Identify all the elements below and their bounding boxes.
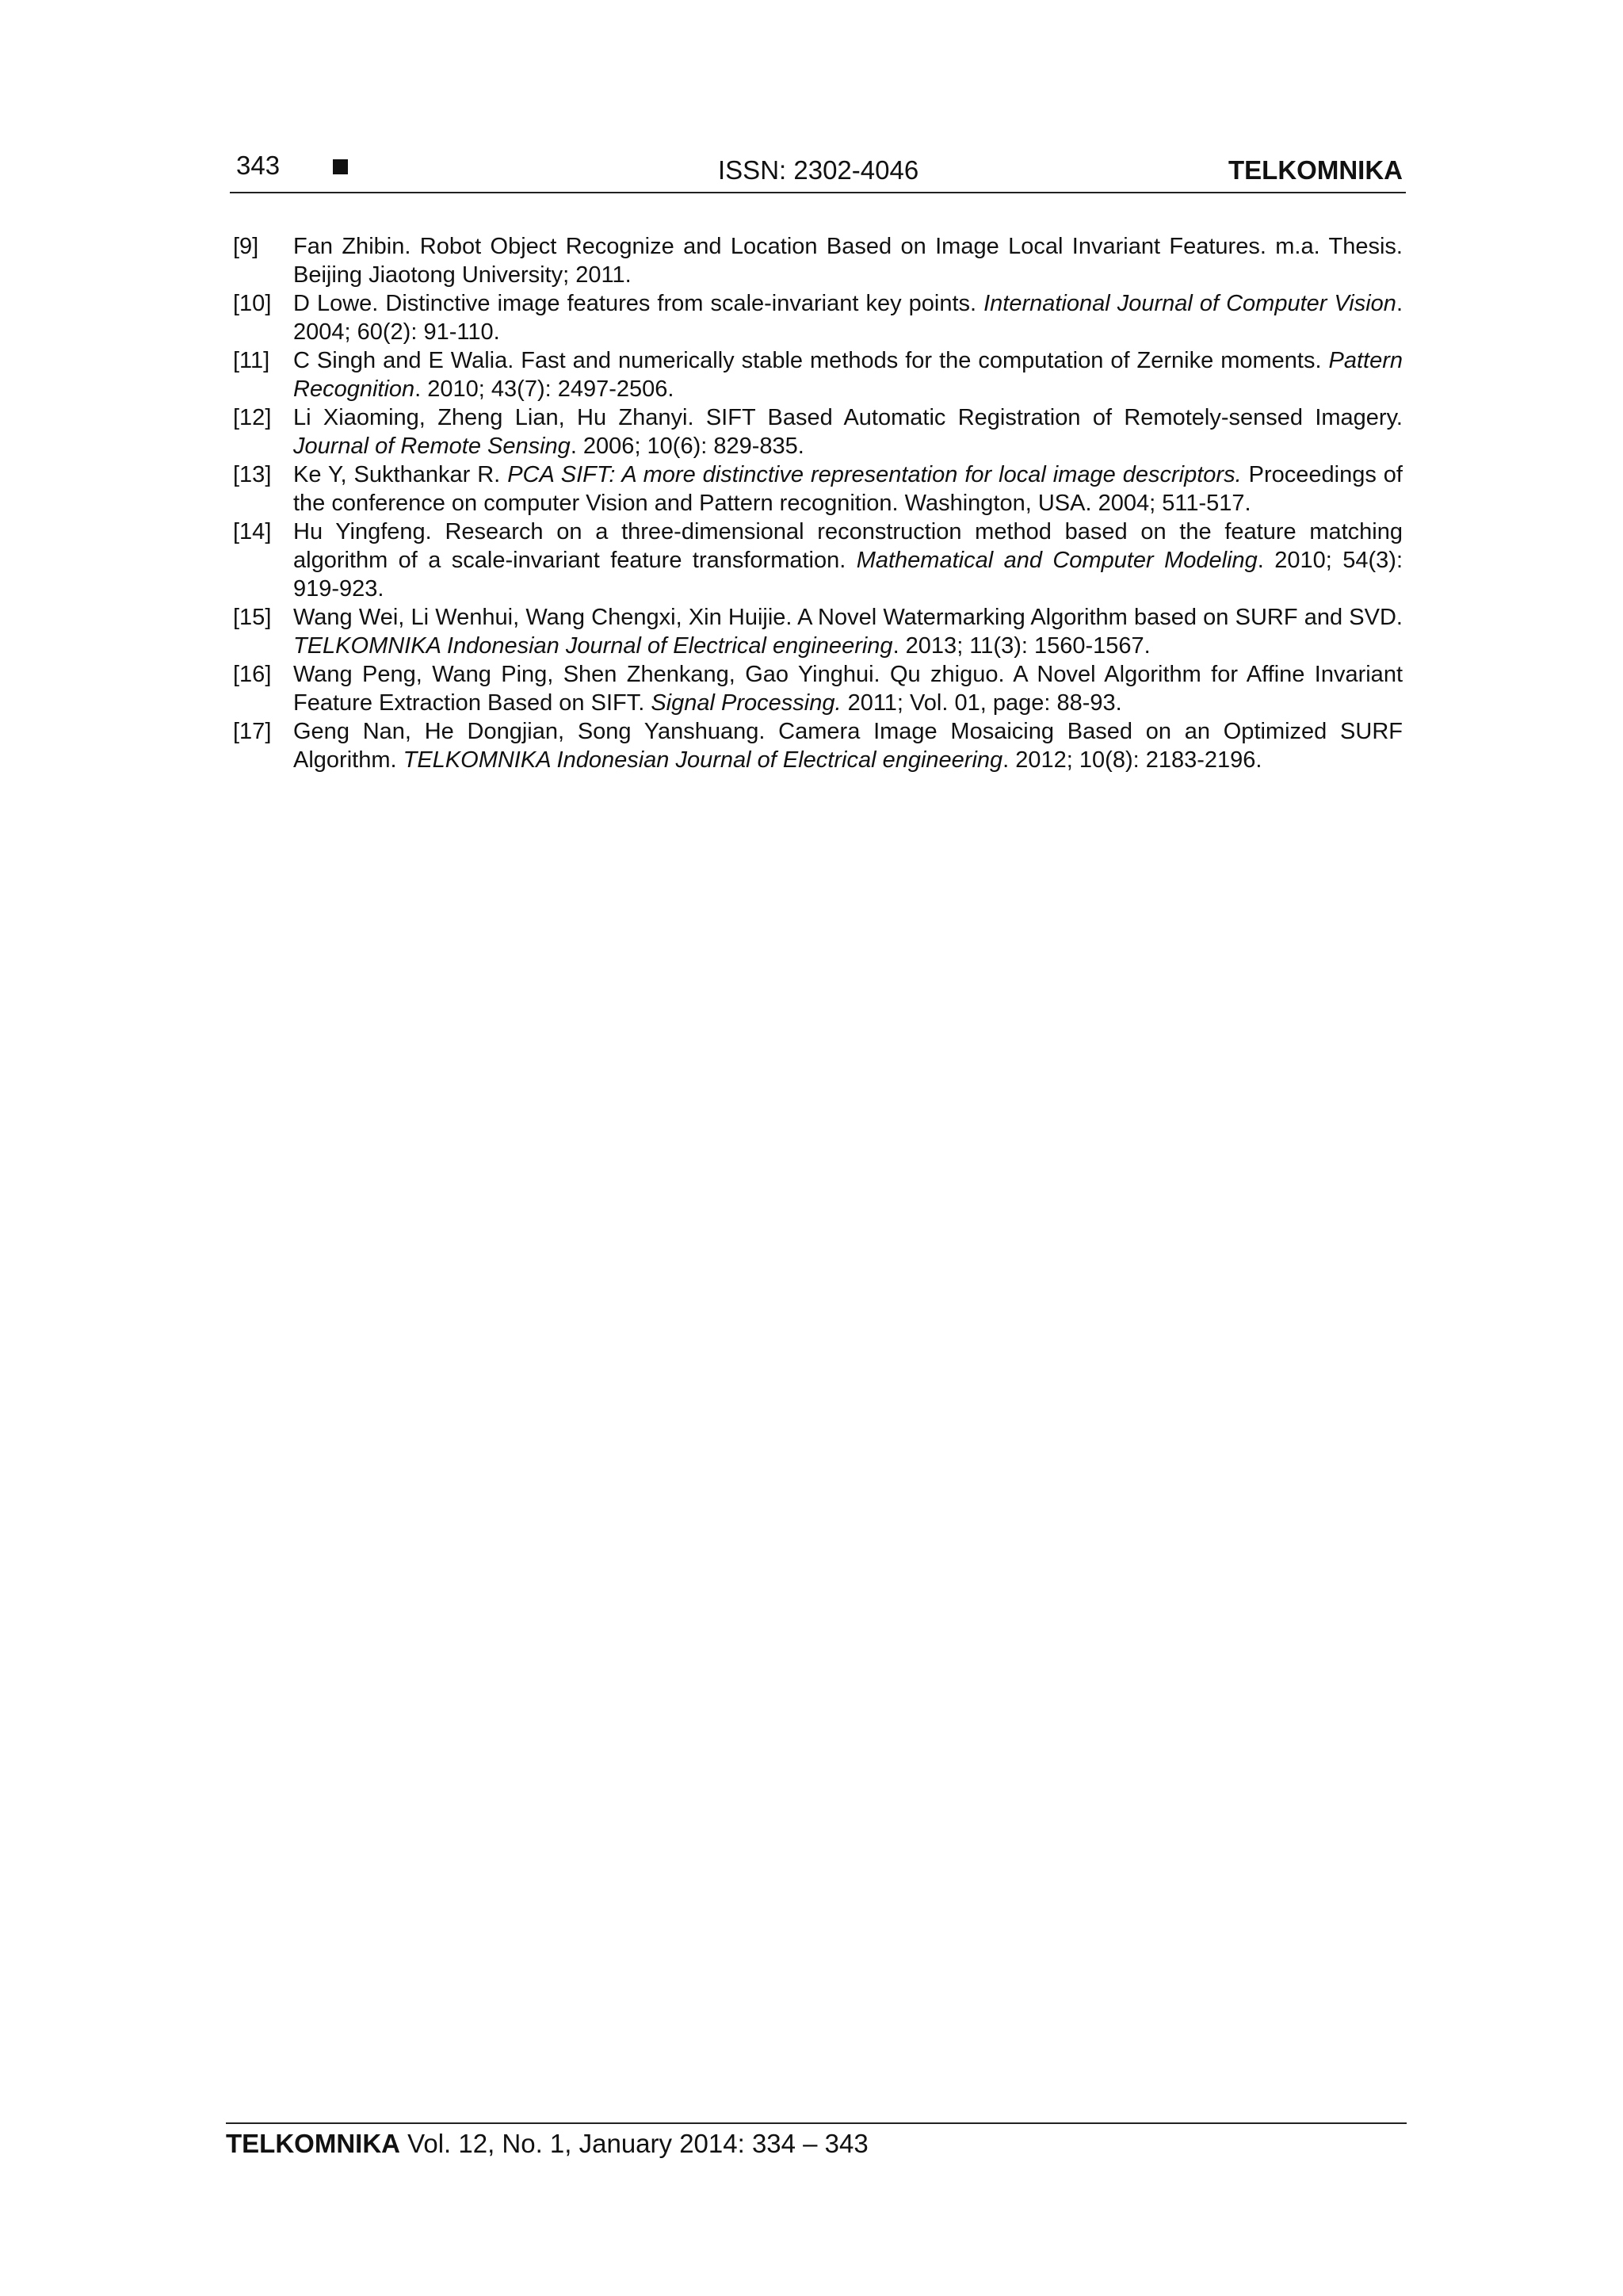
running-footer	[226, 2122, 1407, 2159]
reference-number: [17]	[233, 719, 272, 744]
reference-segment: . 2010; 54(3): 919-923.	[293, 548, 1403, 602]
reference-segment: . 2013; 11(3): 1560-1567.	[892, 633, 1151, 659]
reference-italic-segment: Journal of Remote Sensing	[293, 434, 571, 459]
reference-text	[293, 405, 1403, 459]
reference-text	[293, 291, 1403, 345]
reference-text	[293, 662, 1403, 716]
reference-segment: . 2010; 43(7): 2497-2506.	[414, 376, 674, 402]
reference-text	[293, 462, 1403, 516]
reference-number: [14]	[233, 519, 272, 544]
reference-number: [11]	[233, 348, 270, 373]
issn-label: ISSN: 2302-4046	[718, 155, 919, 185]
reference-italic-segment: Mathematical and Computer Modeling	[856, 548, 1258, 573]
square-bullet-icon	[333, 159, 348, 174]
reference-number: [13]	[233, 462, 272, 487]
reference-text	[293, 519, 1403, 602]
reference-segment: Proceedings of the conference on computer Vision and Pattern recognition. Washington, USA. 2004; 511-517.	[293, 462, 1403, 516]
reference-segment: Wang Wei, Li Wenhui, Wang Chengxi, Xin Huijie. A Novel Watermarking Algorithm based on SURF and SVD.	[293, 605, 1403, 630]
reference-number: [10]	[233, 291, 272, 316]
reference-segment: . 2012; 10(8): 2183-2196.	[1002, 747, 1262, 773]
reference-item	[233, 660, 1403, 717]
page-number: 343	[236, 151, 281, 180]
reference-text	[293, 348, 1403, 402]
reference-number: [9]	[233, 234, 259, 259]
reference-item	[233, 603, 1403, 660]
reference-segment: . 2006; 10(6): 829-835.	[570, 434, 804, 459]
reference-segment: Li Xiaoming, Zheng Lian, Hu Zhanyi. SIFT Based Automatic Registration of Remotely-sensed Imagery.	[293, 405, 1403, 430]
reference-italic-segment: International Journal of Computer Vision	[983, 291, 1396, 316]
reference-italic-segment: TELKOMNIKA Indonesian Journal of Electrical engineering	[293, 633, 893, 659]
reference-italic-segment: PCA SIFT: A more distinctive representation for local image descriptors.	[507, 462, 1242, 487]
reference-segment: Wang Peng, Wang Ping, Shen Zhenkang, Gao Yinghui. Qu zhiguo. A Novel Algorithm for Affine Invariant Feature Extraction Based on SIFT.	[293, 662, 1403, 716]
reference-segment: Hu Yingfeng. Research on a three-dimensional reconstruction method based on the feature matching algorithm of a scale-invariant feature transformation.	[293, 519, 1403, 573]
reference-text	[293, 605, 1403, 659]
reference-italic-segment: Pattern Recognition	[293, 348, 1403, 402]
reference-segment: Fan Zhibin. Robot Object Recognize and Location Based on Image Local Invariant Features. m.a. Thesis. Beijing Jiaotong University; 2011.	[293, 234, 1403, 288]
reference-number: [12]	[233, 405, 272, 430]
reference-number: [16]	[233, 662, 272, 687]
reference-segment: Ke Y, Sukthankar R.	[293, 462, 508, 487]
reference-item	[233, 289, 1403, 346]
reference-italic-segment: Signal Processing.	[651, 690, 842, 716]
reference-item	[233, 403, 1403, 460]
reference-item	[233, 518, 1403, 603]
reference-number: [15]	[233, 605, 272, 630]
footer-citation: Vol. 12, No. 1, January 2014: 334 – 343	[399, 2129, 869, 2158]
reference-segment: Geng Nan, He Dongjian, Song Yanshuang. Camera Image Mosaicing Based on an Optimized SURF Algorithm.	[293, 719, 1403, 773]
reference-segment: C Singh and E Walia. Fast and numerically stable methods for the computation of Zernike moments.	[293, 348, 1329, 373]
reference-segment: D Lowe. Distinctive image features from scale-invariant key points.	[293, 291, 984, 316]
reference-text	[293, 234, 1403, 288]
reference-item	[233, 717, 1403, 774]
footer-journal-name: TELKOMNIKA	[226, 2129, 400, 2158]
header-journal-name: TELKOMNIKA	[1228, 155, 1403, 185]
reference-item	[233, 346, 1403, 403]
reference-list	[233, 232, 1403, 774]
reference-italic-segment: TELKOMNIKA Indonesian Journal of Electrical engineering	[403, 747, 1003, 773]
reference-item	[233, 232, 1403, 289]
reference-segment: 2011; Vol. 01, page: 88-93.	[841, 690, 1122, 716]
running-header	[230, 151, 1406, 193]
reference-segment: . 2004; 60(2): 91-110.	[293, 291, 1403, 345]
reference-text	[293, 719, 1403, 773]
reference-item	[233, 460, 1403, 518]
